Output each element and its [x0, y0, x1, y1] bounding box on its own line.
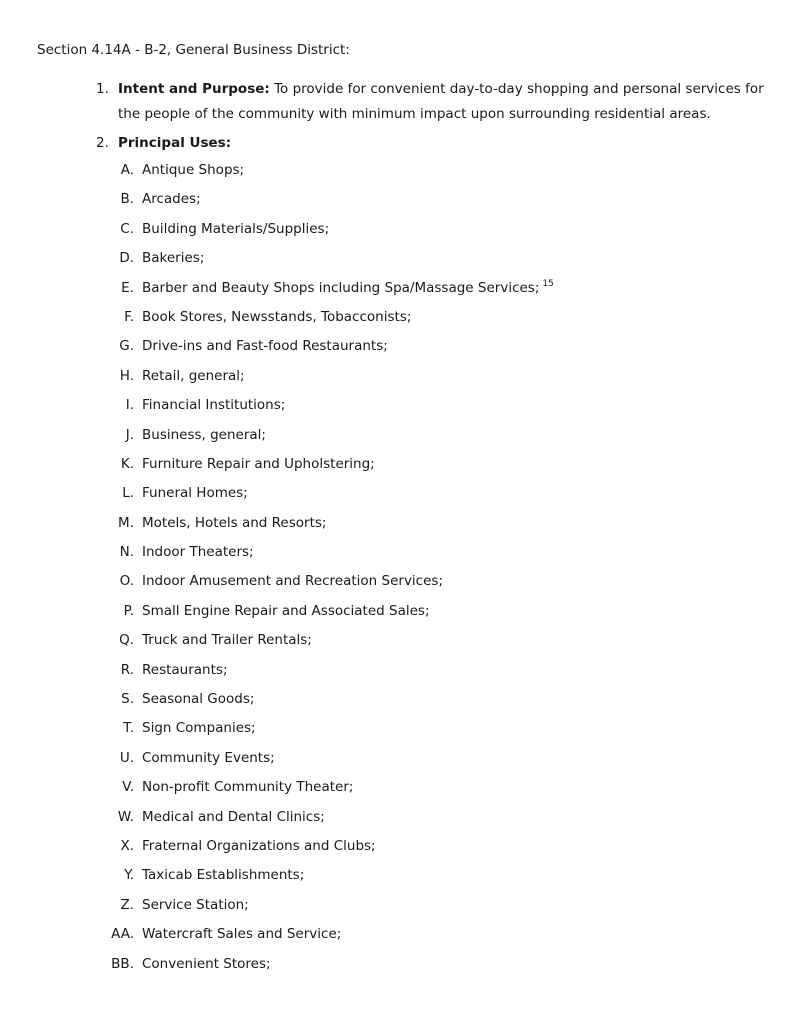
use-list-item — [100, 569, 554, 598]
use-item-letter: D. — [119, 250, 134, 267]
use-item-text — [142, 628, 312, 653]
use-list-item — [100, 834, 554, 863]
use-list-item — [100, 452, 554, 481]
use-item-text — [142, 511, 326, 536]
principal-uses-label: Principal Uses: — [118, 135, 232, 151]
use-item-text — [142, 393, 285, 418]
use-item-text — [142, 246, 204, 271]
use-item-letter: I. — [125, 397, 134, 414]
use-item-letter: E. — [121, 279, 134, 296]
use-item-label: Restaurants; — [142, 661, 228, 678]
section-heading: Section 4.14A - B-2, General Business District: — [37, 42, 350, 58]
principal-uses-body — [118, 131, 766, 156]
intent-body — [118, 77, 766, 127]
use-list-item — [100, 276, 554, 305]
intent-label: Intent and Purpose: — [118, 81, 270, 97]
use-list-item — [100, 217, 554, 246]
use-item-label: Small Engine Repair and Associated Sales; — [142, 602, 430, 619]
use-list-item — [100, 364, 554, 393]
use-item-letter: AA. — [111, 926, 134, 943]
use-item-text — [142, 423, 266, 448]
use-item-label: Fraternal Organizations and Clubs; — [142, 837, 376, 854]
use-list-item — [100, 423, 554, 452]
use-item-label: Financial Institutions; — [142, 397, 286, 414]
use-item-letter: R. — [120, 661, 134, 678]
use-item-text — [142, 305, 411, 330]
use-item-text — [142, 276, 554, 301]
use-item-text — [142, 746, 275, 771]
use-item-label: Community Events; — [142, 749, 275, 766]
footnote-marker: 15 — [542, 279, 554, 290]
use-item-text — [142, 687, 254, 712]
intent-number: 1. — [96, 81, 109, 97]
principal-uses-heading — [96, 131, 766, 156]
use-item-label: Arcades; — [142, 191, 201, 208]
use-item-letter: K. — [120, 455, 134, 472]
use-item-letter: B. — [120, 191, 134, 208]
use-item-letter: M. — [118, 514, 134, 531]
use-item-letter: Q. — [119, 632, 134, 649]
use-item-label: Motels, Hotels and Resorts; — [142, 514, 327, 531]
intent-text: To provide for convenient day-to-day shopping and personal services for the people of the community with minimum impact upon surrounding residential areas. — [118, 81, 764, 122]
use-item-letter: U. — [119, 749, 134, 766]
use-item-text — [142, 834, 376, 859]
use-list-item — [100, 658, 554, 687]
use-item-label: Seasonal Goods; — [142, 691, 255, 708]
use-item-label: Drive-ins and Fast-food Restaurants; — [142, 338, 388, 355]
use-item-text — [142, 775, 353, 800]
use-item-letter: V. — [122, 779, 134, 796]
use-item-label: Barber and Beauty Shops including Spa/Massage Services; — [142, 279, 540, 296]
intent-paragraph — [96, 77, 766, 127]
use-item-text — [142, 334, 388, 359]
use-item-label: Retail, general; — [142, 367, 245, 384]
use-item-label: Taxicab Establishments; — [142, 867, 305, 884]
use-item-text — [142, 716, 256, 741]
use-item-text — [142, 452, 375, 477]
use-item-letter: S. — [121, 691, 134, 708]
use-item-text — [142, 805, 325, 830]
use-item-letter: Y. — [124, 867, 134, 884]
use-list-item — [100, 716, 554, 745]
use-item-text — [142, 158, 244, 183]
use-list-item — [100, 305, 554, 334]
use-list-item — [100, 863, 554, 892]
use-item-label: Non-profit Community Theater; — [142, 779, 354, 796]
use-list-item — [100, 893, 554, 922]
use-item-text — [142, 187, 201, 212]
use-list-item — [100, 922, 554, 951]
use-item-letter: J. — [125, 426, 134, 443]
use-item-letter: N. — [119, 544, 134, 561]
use-list-item — [100, 628, 554, 657]
use-item-text — [142, 481, 248, 506]
use-item-letter: F. — [124, 308, 134, 325]
use-item-text — [142, 599, 430, 624]
use-item-text — [142, 540, 254, 565]
use-list-item — [100, 805, 554, 834]
use-item-letter: Z. — [120, 896, 134, 913]
use-item-letter: W. — [117, 808, 134, 825]
use-list-item — [100, 775, 554, 804]
use-list-item — [100, 246, 554, 275]
use-item-label: Funeral Homes; — [142, 485, 248, 502]
use-list-item — [100, 393, 554, 422]
use-list-item — [100, 187, 554, 216]
use-list-item — [100, 540, 554, 569]
use-list-item — [100, 746, 554, 775]
use-item-letter: H. — [119, 367, 134, 384]
use-item-label: Antique Shops; — [142, 162, 245, 178]
use-item-label: Indoor Amusement and Recreation Services; — [142, 573, 443, 590]
use-list-item — [100, 687, 554, 716]
use-item-text — [142, 217, 329, 242]
use-item-letter: X. — [120, 837, 134, 854]
use-item-label: Service Station; — [142, 896, 249, 913]
use-list-item — [100, 952, 554, 981]
use-list-item — [100, 481, 554, 510]
use-item-label: Furniture Repair and Upholstering; — [142, 455, 375, 472]
use-item-label: Watercraft Sales and Service; — [142, 926, 342, 943]
use-item-label: Indoor Theaters; — [142, 544, 254, 561]
use-item-letter: G. — [119, 338, 134, 355]
use-item-label: Bakeries; — [142, 250, 205, 267]
use-item-label: Truck and Trailer Rentals; — [142, 632, 312, 649]
use-item-label: Medical and Dental Clinics; — [142, 808, 325, 825]
use-item-text — [142, 863, 304, 888]
use-item-label: Building Materials/Supplies; — [142, 220, 330, 237]
use-list-item — [100, 511, 554, 540]
use-item-letter: O. — [119, 573, 134, 590]
principal-uses-number: 2. — [96, 135, 109, 151]
principal-uses-list — [100, 158, 554, 981]
use-item-text — [142, 922, 341, 947]
use-item-letter: L. — [122, 485, 134, 502]
use-item-letter: C. — [120, 220, 134, 237]
use-item-label: Business, general; — [142, 426, 266, 443]
use-item-letter: A. — [120, 162, 134, 178]
use-item-text — [142, 658, 228, 683]
use-item-text — [142, 952, 271, 977]
use-list-item — [100, 158, 554, 187]
use-item-text — [142, 893, 249, 918]
use-list-item — [100, 599, 554, 628]
use-item-letter: P. — [123, 602, 134, 619]
use-item-letter: T. — [123, 720, 134, 737]
use-item-label: Sign Companies; — [142, 720, 256, 737]
use-item-label: Book Stores, Newsstands, Tobacconists; — [142, 308, 412, 325]
use-list-item — [100, 334, 554, 363]
use-item-letter: BB. — [111, 955, 134, 972]
use-item-text — [142, 364, 245, 389]
use-item-text — [142, 569, 443, 594]
use-item-label: Convenient Stores; — [142, 955, 271, 972]
